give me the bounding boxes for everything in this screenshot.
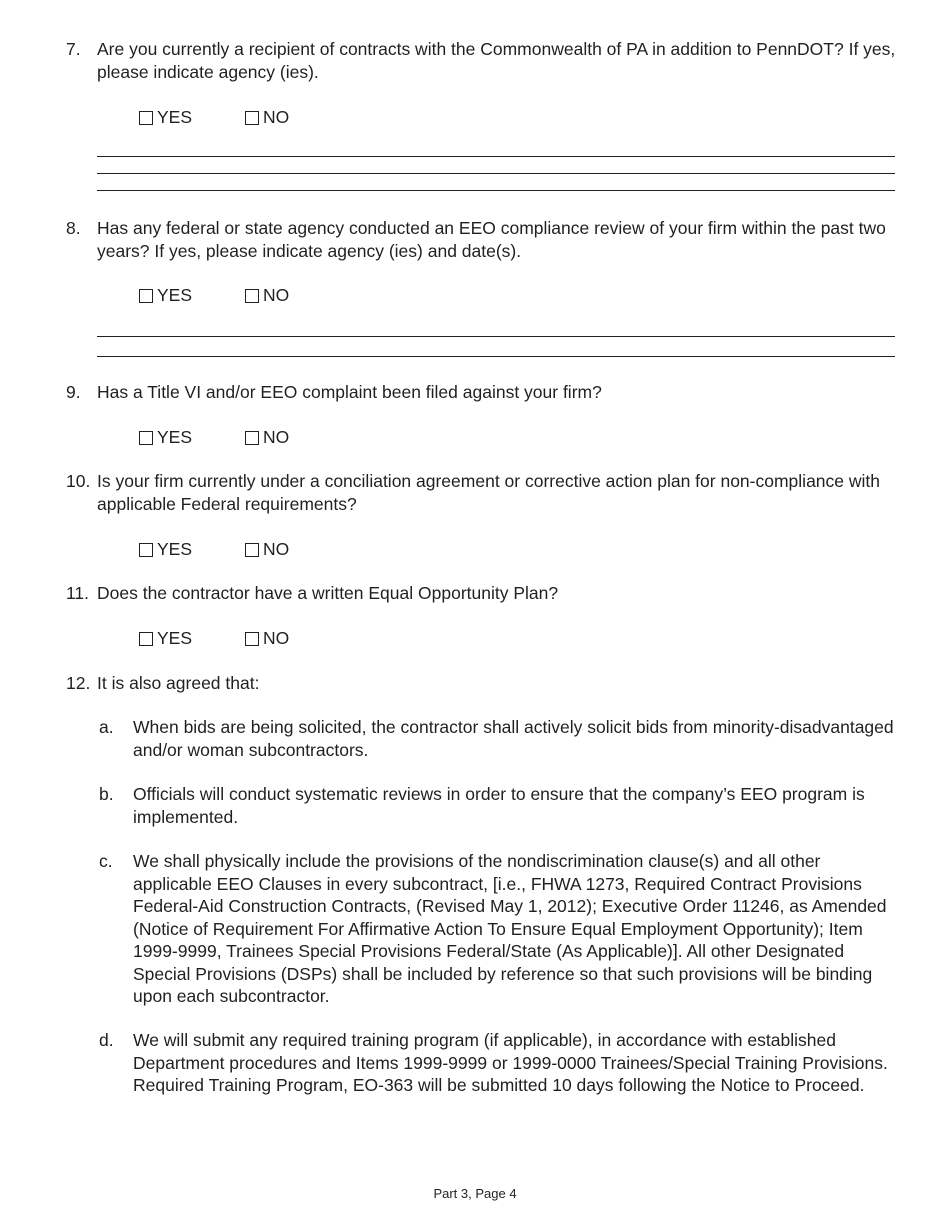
q11-yes-checkbox[interactable]: YES: [139, 627, 245, 650]
q8-answer: [139, 283, 289, 307]
agreement-c: [99, 850, 904, 1008]
checkbox-icon[interactable]: [139, 111, 153, 125]
agreement-text: We shall physically include the provisions of the nondiscrimination clause(s) and all other applicable EEO Clauses in every subcontract, [i.e., FHWA 1273, Required Contract Provisions Federal-Aid Construction Contracts, (Revised May 1, 2012); Executive Order 11246, as Amended (Notice of Requirement For Affirmative Action To Ensure Equal Employment Opportunity); Item 1999-9999, Trainees Special Provisions Federal/State (As Applicable)]. All other Designated Special Provisions (DSPs) shall be included by reference so that such provisions will be binding upon each subcontractor.: [133, 851, 887, 1006]
q10-yes-checkbox[interactable]: YES: [139, 538, 245, 561]
q8-no-checkbox[interactable]: NO: [245, 284, 289, 307]
q7-answer-line-3[interactable]: [97, 190, 895, 191]
agreement-letter: c.: [99, 851, 113, 871]
q11-no-checkbox[interactable]: NO: [245, 627, 289, 650]
q9-answer: [139, 425, 289, 449]
agreement-text: We will submit any required training program (if applicable), in accordance with established Department procedures and Items 1999-9999 or 1999-0000 Trainees/Special Training Provisions. Required Training Program, EO-363 will be submitted 10 days following the Notice to Proceed.: [133, 1030, 888, 1095]
q9-yes-checkbox[interactable]: YES: [139, 426, 245, 449]
question-text: Has a Title VI and/or EEO complaint been filed against your firm?: [97, 382, 602, 402]
question-11: [66, 582, 906, 605]
checkbox-icon[interactable]: [139, 632, 153, 646]
q7-yes-checkbox[interactable]: YES: [139, 106, 245, 129]
question-8: [66, 217, 906, 262]
q7-answer-line-2[interactable]: [97, 173, 895, 174]
agreement-d: [99, 1029, 904, 1097]
q10-answer: [139, 537, 289, 561]
checkbox-icon[interactable]: [245, 431, 259, 445]
q8-answer-line-2[interactable]: [97, 356, 895, 357]
question-number: 11.: [66, 583, 90, 603]
agreement-letter: d.: [99, 1030, 114, 1050]
question-10: [66, 470, 906, 515]
q8-answer-line-1[interactable]: [97, 336, 895, 337]
question-number: 10.: [66, 471, 91, 491]
q10-no-checkbox[interactable]: NO: [245, 538, 289, 561]
agreement-text: When bids are being solicited, the contractor shall actively solicit bids from minority-disadvantaged and/or woman subcontractors.: [133, 717, 894, 760]
q7-answer-line-1[interactable]: [97, 156, 895, 157]
q8-yes-checkbox[interactable]: YES: [139, 284, 245, 307]
question-number: 12.: [66, 673, 91, 693]
question-number: 9.: [66, 382, 81, 402]
question-12: [66, 672, 906, 695]
checkbox-icon[interactable]: [245, 289, 259, 303]
agreement-text: Officials will conduct systematic reviews in order to ensure that the company’s EEO program is implemented.: [133, 784, 865, 827]
question-text: Are you currently a recipient of contracts with the Commonwealth of PA in addition to PennDOT? If yes, please indicate agency (ies).: [97, 39, 896, 82]
page-footer: Part 3, Page 4: [433, 1186, 517, 1201]
q9-no-checkbox[interactable]: NO: [245, 426, 289, 449]
question-text: Is your firm currently under a conciliation agreement or corrective action plan for non-compliance with applicable Federal requirements?: [97, 471, 880, 514]
question-9: [66, 381, 906, 404]
question-text: Does the contractor have a written Equal Opportunity Plan?: [97, 583, 559, 603]
question-7: [66, 38, 906, 83]
q7-answer: [139, 105, 289, 129]
agreement-letter: a.: [99, 717, 114, 737]
question-text: It is also agreed that:: [97, 673, 260, 693]
agreement-a: [99, 716, 904, 761]
question-number: 8.: [66, 218, 81, 238]
agreement-letter: b.: [99, 784, 114, 804]
question-number: 7.: [66, 39, 81, 59]
checkbox-icon[interactable]: [245, 632, 259, 646]
question-text: Has any federal or state agency conducted an EEO compliance review of your firm within the past two years? If yes, please indicate agency (ies) and date(s).: [97, 218, 886, 261]
q7-no-checkbox[interactable]: NO: [245, 106, 289, 129]
checkbox-icon[interactable]: [139, 543, 153, 557]
checkbox-icon[interactable]: [245, 111, 259, 125]
checkbox-icon[interactable]: [139, 289, 153, 303]
checkbox-icon[interactable]: [139, 431, 153, 445]
q11-answer: [139, 626, 289, 650]
agreement-b: [99, 783, 904, 828]
checkbox-icon[interactable]: [245, 543, 259, 557]
